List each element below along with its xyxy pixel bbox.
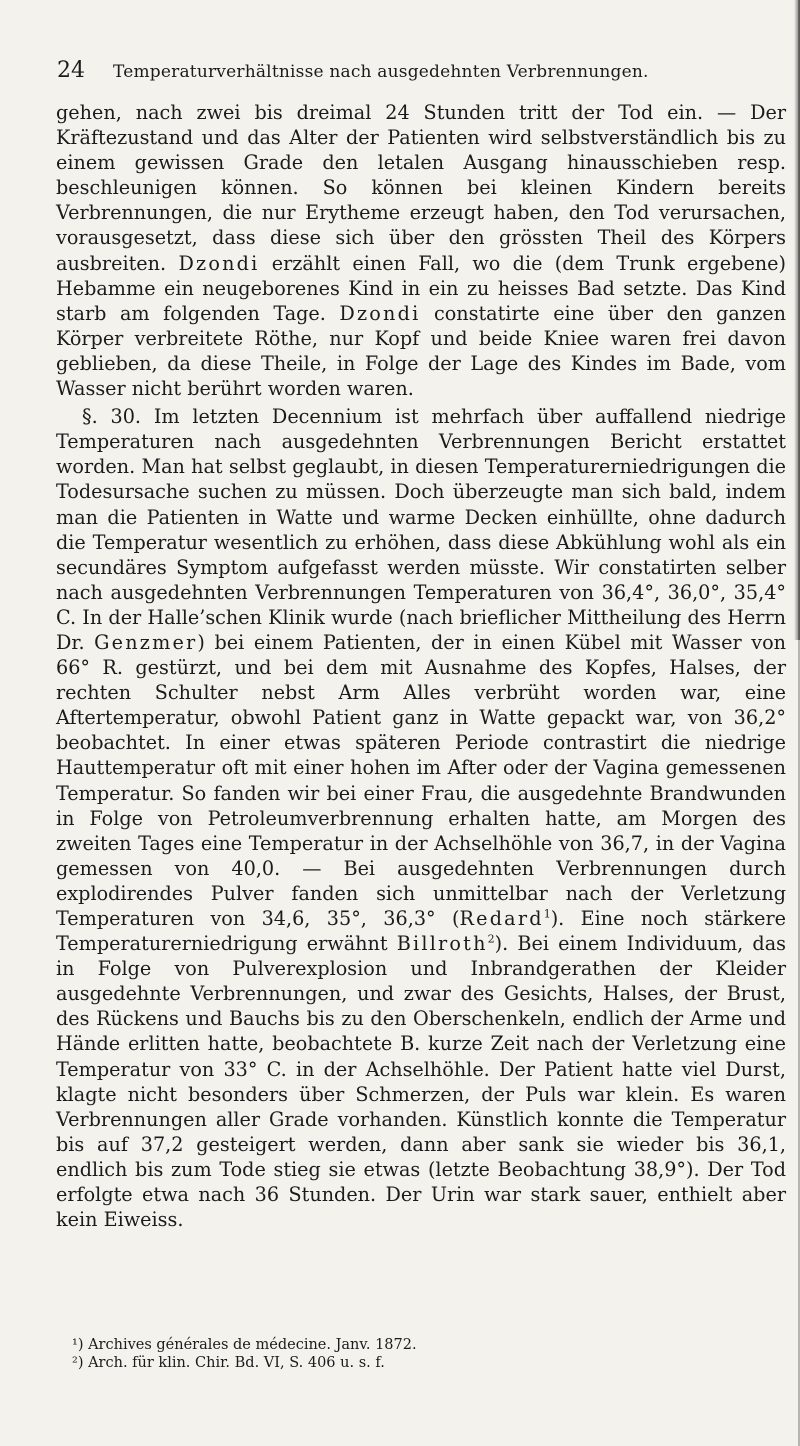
footnote-1: ¹) Archives générales de médecine. Janv. 1872.	[72, 1337, 417, 1353]
paragraph-2	[56, 404, 786, 1232]
paragraph-2-text-d: ). Bei einem Individuum, das in Folge von Pulverexplosion und Inbrandgerathen der Kleider ausgedehnte Verbrennungen, und zwar des Gesichts, Halses, der Brust, des Rückens und Bauchs bis zu den Oberschenkeln, endlich der Arme und Hände erlitten hatte, beobachtete B. kurze Zeit nach der Verletzung eine Temperatur von 33° C. in der Achselhöhle. Der Patient hatte viel Durst, klagte nicht besonders über Schmerzen, der Puls war klein. Es waren Verbrennungen aller Grade vorhanden. Künstlich konnte die Temperatur bis auf 37,2 gesteigert werden, dann aber sank sie wieder bis 36,1, endlich bis zum Tode stieg sie etwas (letzte Beobachtung 38,9°). Der Tod erfolgte etwa nach 36 Stunden. Der Urin war stark sauer, enthielt aber kein Eiweiss.	[56, 932, 786, 1232]
footnote-ref-1[interactable]: 1	[543, 907, 551, 921]
section-number: §. 30.	[82, 405, 142, 429]
author-name-genzmer: Genzmer	[94, 630, 198, 654]
footnotes	[72, 1336, 772, 1372]
body-text	[56, 100, 786, 1232]
paragraph-2-text-b: ) bei einem Patienten, der in einen Kübel mit Wasser von 66° R. gestürzt, und bei dem mit Ausnahme des Kopfes, Halses, der rechten Schulter nebst Arm Alles verbrüht worden war, eine Aftertemperatur, obwohl Patient ganz in Watte gepackt war, von 36,2° beobachtet. In einer etwas späteren Periode contrastirt die niedrige Hauttemperatur oft mit einer hohen im After oder der Vagina gemessenen Temperatur. So fanden wir bei einer Frau, die ausgedehnte Brandwunden in Folge von Petroleumverbrennung erhalten hatte, am Morgen des zweiten Tages eine Temperatur in der Achselhöhle von 36,7, in der Vagina gemessen von 40,0. — Bei ausgedehnten Verbrennungen durch explodirendes Pulver fanden sich unmittelbar nach der Verletzung Temperaturen von 34,6, 35°, 36,3° (	[56, 630, 786, 930]
footnote-ref-2[interactable]: 2	[487, 932, 495, 946]
paragraph-1-text-b: erzählt einen Fall, wo die (dem Trunk ergebene) Hebamme ein neugeborenes Kind in ein zu heisses Bad setzte. Das Kind starb am folgenden Tage.	[56, 251, 787, 325]
paragraph-1	[56, 100, 786, 401]
author-name-billroth: Billroth	[396, 932, 488, 956]
paragraph-2-text-c: ). Eine noch stärkere Temperaturerniedrigung erwähnt	[56, 907, 786, 956]
paragraph-1-text-a: gehen, nach zwei bis dreimal 24 Stunden tritt der Tod ein. — Der Kräftezustand und das Alter der Patienten wird selbstverständlich bis zu einem gewissen Grade den letalen Ausgang hinausschieben resp. beschleunigen können. So können bei kleinen Kindern bereits Verbrennungen, die nur Erytheme erzeugt haben, den Tod verursachen, vorausgesetzt, dass diese sich über den grössten Theil des Körpers ausbreiten.	[56, 101, 786, 275]
author-name-dzondi: Dzondi	[178, 251, 260, 275]
author-name-redard: Redard	[459, 907, 544, 930]
page-number: 24	[57, 58, 85, 83]
running-title: Temperaturverhältnisse nach ausgedehnten Verbrennungen.	[113, 62, 649, 82]
footnote-2: ²) Arch. für klin. Chir. Bd. VI, S. 406 u. s. f.	[72, 1355, 385, 1371]
author-name-dzondi-2: Dzondi	[339, 301, 421, 325]
page-header	[57, 58, 697, 84]
paragraph-2-text-a: Im letzten Decennium ist mehrfach über auffallend niedrige Temperaturen nach ausgedehnten Verbrennungen Bericht erstattet worden. Man hat selbst geglaubt, in diesen Temperaturerniedrigungen die Todesursache suchen zu müssen. Doch überzeugte man sich bald, indem man die Patienten in Watte und warme Decken einhüllte, ohne dadurch die Temperatur wesentlich zu erhöhen, dass diese Abkühlung wohl als ein secundäres Symptom aufgefasst werden müsste. Wir constatirten selber nach ausgedehnten Verbrennungen Temperaturen von 36,4°, 36,0°, 35,4° C. In der Halle’schen Klinik wurde (nach brieflicher Mittheilung des Herrn Dr.	[56, 405, 786, 654]
paragraph-1-text-c: constatirte eine über den ganzen Körper verbreitete Röthe, nur Kopf und beide Kniee waren frei davon geblieben, da diese Theile, in Folge der Lage des Kindes im Bade, vom Wasser nicht berührt worden waren.	[56, 301, 786, 401]
